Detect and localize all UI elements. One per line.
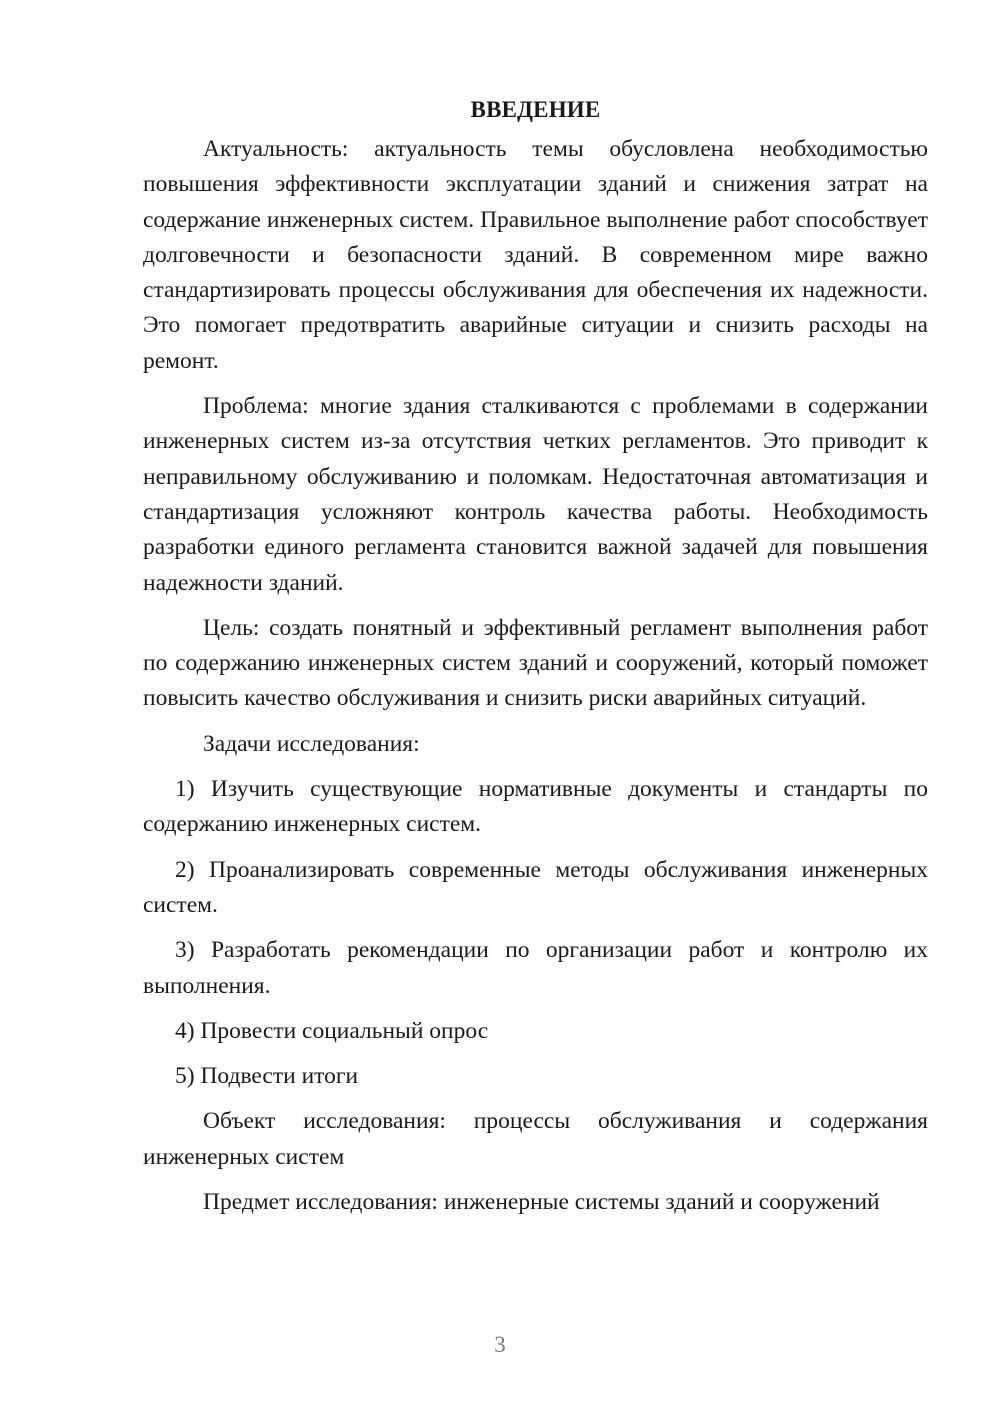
paragraph-subject: Предмет исследования: инженерные системы зданий и сооружений xyxy=(203,1189,880,1216)
task-item-3: 3) Разработать рекомендации по организации работ и контролю их выполнения. xyxy=(143,937,928,999)
task-item-5: 5) Подвести итоги xyxy=(175,1063,359,1090)
paragraph-object: Объект исследования: процессы обслуживания и содержания инженерных систем xyxy=(143,1108,928,1170)
page-title: ВВЕДЕНИЕ xyxy=(470,97,601,122)
paragraph-relevance: Актуальность: актуальность темы обусловлена необходимостью повышения эффективности эксплуатации зданий и снижения затрат на содержание инженерных систем. Правильное выполнение работ способствует долговечности и безопасности зданий. В современном мире важно стандартизировать процессы обслуживания для обеспечения их надежности. Это помогает предотвратить аварийные ситуации и снизить расходы на ремонт. xyxy=(143,136,928,374)
paragraph-goal: Цель: создать понятный и эффективный регламент выполнения работ по содержанию инженерных систем зданий и сооружений, который поможет повысить качество обслуживания и снизить риски аварийных ситуаций. xyxy=(143,614,928,712)
task-item-2: 2) Проанализировать современные методы обслуживания инженерных систем. xyxy=(143,856,928,918)
task-item-4: 4) Провести социальный опрос xyxy=(175,1017,489,1044)
task-item-1: 1) Изучить существующие нормативные документы и стандарты по содержанию инженерных систем. xyxy=(143,776,928,838)
page-content xyxy=(143,92,928,1220)
page-number: 3 xyxy=(494,1332,506,1357)
tasks-heading: Задачи исследования: xyxy=(203,730,420,757)
paragraph-problem: Проблема: многие здания сталкиваются с проблемами в содержании инженерных систем из-за отсутствия четких регламентов. Это приводит к неправильному обслуживанию и поломкам. Недостаточная автоматизация и стандартизация усложняют контроль качества работы. Необходимость разработки единого регламента становится важной задачей для повышения надежности зданий. xyxy=(143,393,928,596)
